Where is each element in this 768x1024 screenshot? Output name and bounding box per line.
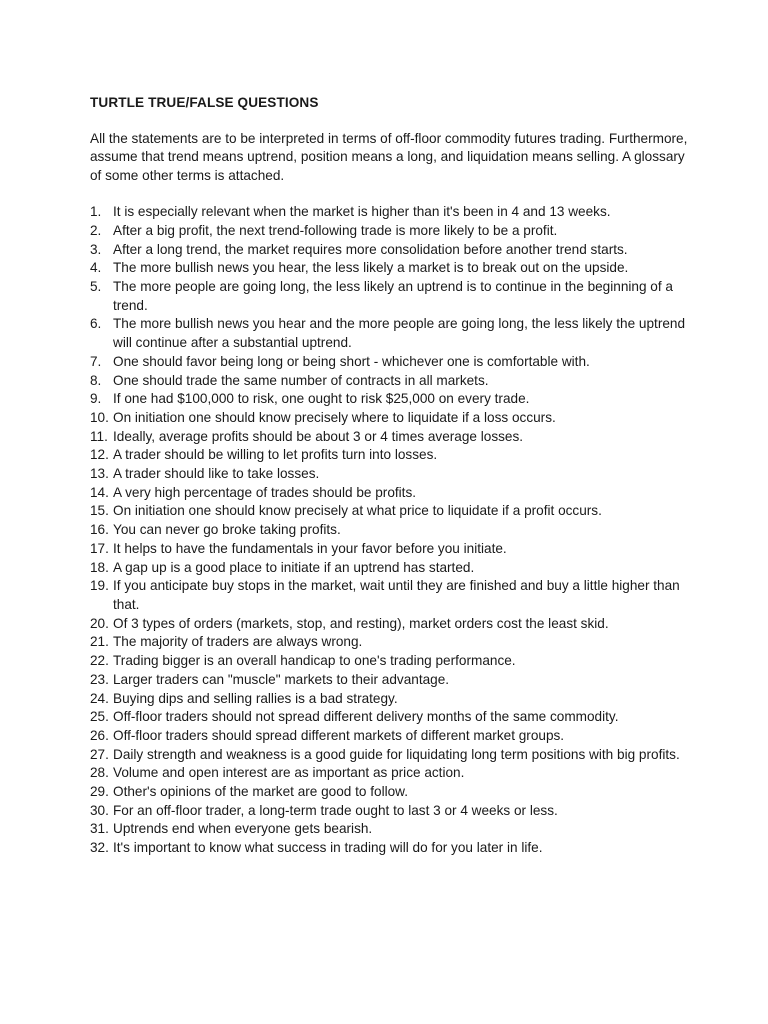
question-text: After a big profit, the next trend-following trade is more likely to be a profit. (113, 222, 558, 238)
question-item (90, 353, 690, 372)
question-item (90, 633, 690, 652)
question-item (90, 259, 690, 278)
question-text: On initiation one should know precisely at what price to liquidate if a profit occurs. (113, 503, 602, 519)
question-number: 18. (90, 559, 109, 575)
question-number: 4. (90, 260, 102, 276)
question-item (90, 577, 690, 614)
question-number: 8. (90, 372, 102, 388)
question-item (90, 802, 690, 821)
intro-paragraph: All the statements are to be interpreted in terms of off-floor commodity futures trading. Furthermore, assume that trend means uptrend, position means a long, and liquidation means selling. A glossary of some other terms is attached. (90, 131, 688, 183)
question-item (90, 820, 690, 839)
question-number: 31. (90, 821, 109, 837)
question-number: 1. (90, 204, 102, 220)
question-number: 10. (90, 409, 109, 425)
question-text: It is especially relevant when the market is higher than it's been in 4 and 13 weeks. (113, 204, 611, 220)
question-number: 30. (90, 802, 109, 818)
question-number: 20. (90, 615, 109, 631)
question-text: Off-floor traders should not spread different delivery months of the same commodity. (113, 709, 619, 725)
question-number: 17. (90, 540, 109, 556)
question-number: 23. (90, 671, 109, 687)
question-number: 7. (90, 353, 102, 369)
question-item (90, 409, 690, 428)
question-item (90, 839, 690, 858)
document-title: TURTLE TRUE/FALSE QUESTIONS (90, 95, 319, 110)
question-number: 29. (90, 784, 109, 800)
question-text: The more bullish news you hear, the less likely a market is to break out on the upside. (113, 260, 629, 276)
question-text: One should favor being long or being short - whichever one is comfortable with. (113, 353, 590, 369)
question-text: A very high percentage of trades should be profits. (113, 484, 417, 500)
question-text: The more bullish news you hear and the more people are going long, the less likely the uptrend will continue after a substantial uptrend. (113, 316, 686, 351)
question-number: 14. (90, 484, 109, 500)
question-text: Buying dips and selling rallies is a bad strategy. (113, 690, 398, 706)
question-text: On initiation one should know precisely where to liquidate if a loss occurs. (113, 409, 556, 425)
question-text: You can never go broke taking profits. (113, 522, 341, 538)
question-number: 13. (90, 466, 109, 482)
question-number: 28. (90, 765, 109, 781)
question-number: 3. (90, 241, 102, 257)
question-text: A trader should be willing to let profits turn into losses. (113, 447, 438, 463)
question-item (90, 783, 690, 802)
question-number: 11. (90, 428, 108, 444)
question-item (90, 746, 690, 765)
question-item (90, 241, 690, 260)
question-list (90, 203, 690, 858)
question-text: Volume and open interest are as important as price action. (113, 765, 465, 781)
question-text: Larger traders can "muscle" markets to their advantage. (113, 671, 450, 687)
question-item (90, 390, 690, 409)
question-text: After a long trend, the market requires more consolidation before another trend starts. (113, 241, 628, 257)
question-item (90, 502, 690, 521)
question-item (90, 521, 690, 540)
question-item (90, 727, 690, 746)
question-number: 19. (90, 578, 109, 594)
question-number: 25. (90, 709, 109, 725)
question-text: The majority of traders are always wrong. (113, 634, 363, 650)
question-text: Ideally, average profits should be about 3 or 4 times average losses. (113, 428, 524, 444)
question-number: 15. (90, 503, 109, 519)
question-number: 9. (90, 391, 102, 407)
question-item (90, 222, 690, 241)
question-item (90, 446, 690, 465)
question-item (90, 708, 690, 727)
question-number: 21. (90, 634, 109, 650)
question-text: A trader should like to take losses. (113, 466, 320, 482)
question-number: 5. (90, 279, 102, 295)
question-text: Off-floor traders should spread different markets of different market groups. (113, 727, 565, 743)
question-item (90, 428, 690, 447)
question-item (90, 690, 690, 709)
question-text: If you anticipate buy stops in the market, wait until they are finished and buy a little higher than that. (113, 578, 680, 612)
question-number: 12. (90, 447, 109, 463)
question-item (90, 764, 690, 783)
question-item (90, 559, 690, 578)
question-number: 27. (90, 746, 109, 762)
question-text: One should trade the same number of contracts in all markets. (113, 372, 489, 388)
question-text: A gap up is a good place to initiate if an uptrend has started. (113, 559, 475, 575)
question-number: 16. (90, 522, 109, 538)
question-number: 22. (90, 653, 109, 669)
question-text: Of 3 types of orders (markets, stop, and resting), market orders cost the least skid. (113, 615, 609, 631)
question-item (90, 652, 690, 671)
question-number: 32. (90, 840, 109, 856)
question-text: Other's opinions of the market are good to follow. (113, 784, 409, 800)
question-item (90, 203, 690, 222)
question-text: Trading bigger is an overall handicap to one's trading performance. (113, 653, 516, 669)
question-number: 2. (90, 222, 102, 238)
question-item (90, 540, 690, 559)
question-item (90, 372, 690, 391)
question-text: Daily strength and weakness is a good guide for liquidating long term positions with big profits. (113, 746, 680, 762)
question-item (90, 671, 690, 690)
question-item (90, 278, 690, 315)
question-text: If one had $100,000 to risk, one ought to risk $25,000 on every trade. (113, 391, 530, 407)
question-number: 24. (90, 690, 109, 706)
question-text: Uptrends end when everyone gets bearish. (113, 821, 373, 837)
question-number: 26. (90, 727, 109, 743)
question-item (90, 465, 690, 484)
question-item (90, 615, 690, 634)
question-number: 6. (90, 316, 102, 332)
question-text: It helps to have the fundamentals in your favor before you initiate. (113, 540, 507, 556)
question-text: For an off-floor trader, a long-term trade ought to last 3 or 4 weeks or less. (113, 802, 558, 818)
question-item (90, 315, 690, 352)
question-item (90, 484, 690, 503)
document-page (90, 94, 690, 858)
question-text: It's important to know what success in trading will do for you later in life. (113, 840, 543, 856)
question-text: The more people are going long, the less likely an uptrend is to continue in the beginning of a trend. (113, 279, 673, 313)
